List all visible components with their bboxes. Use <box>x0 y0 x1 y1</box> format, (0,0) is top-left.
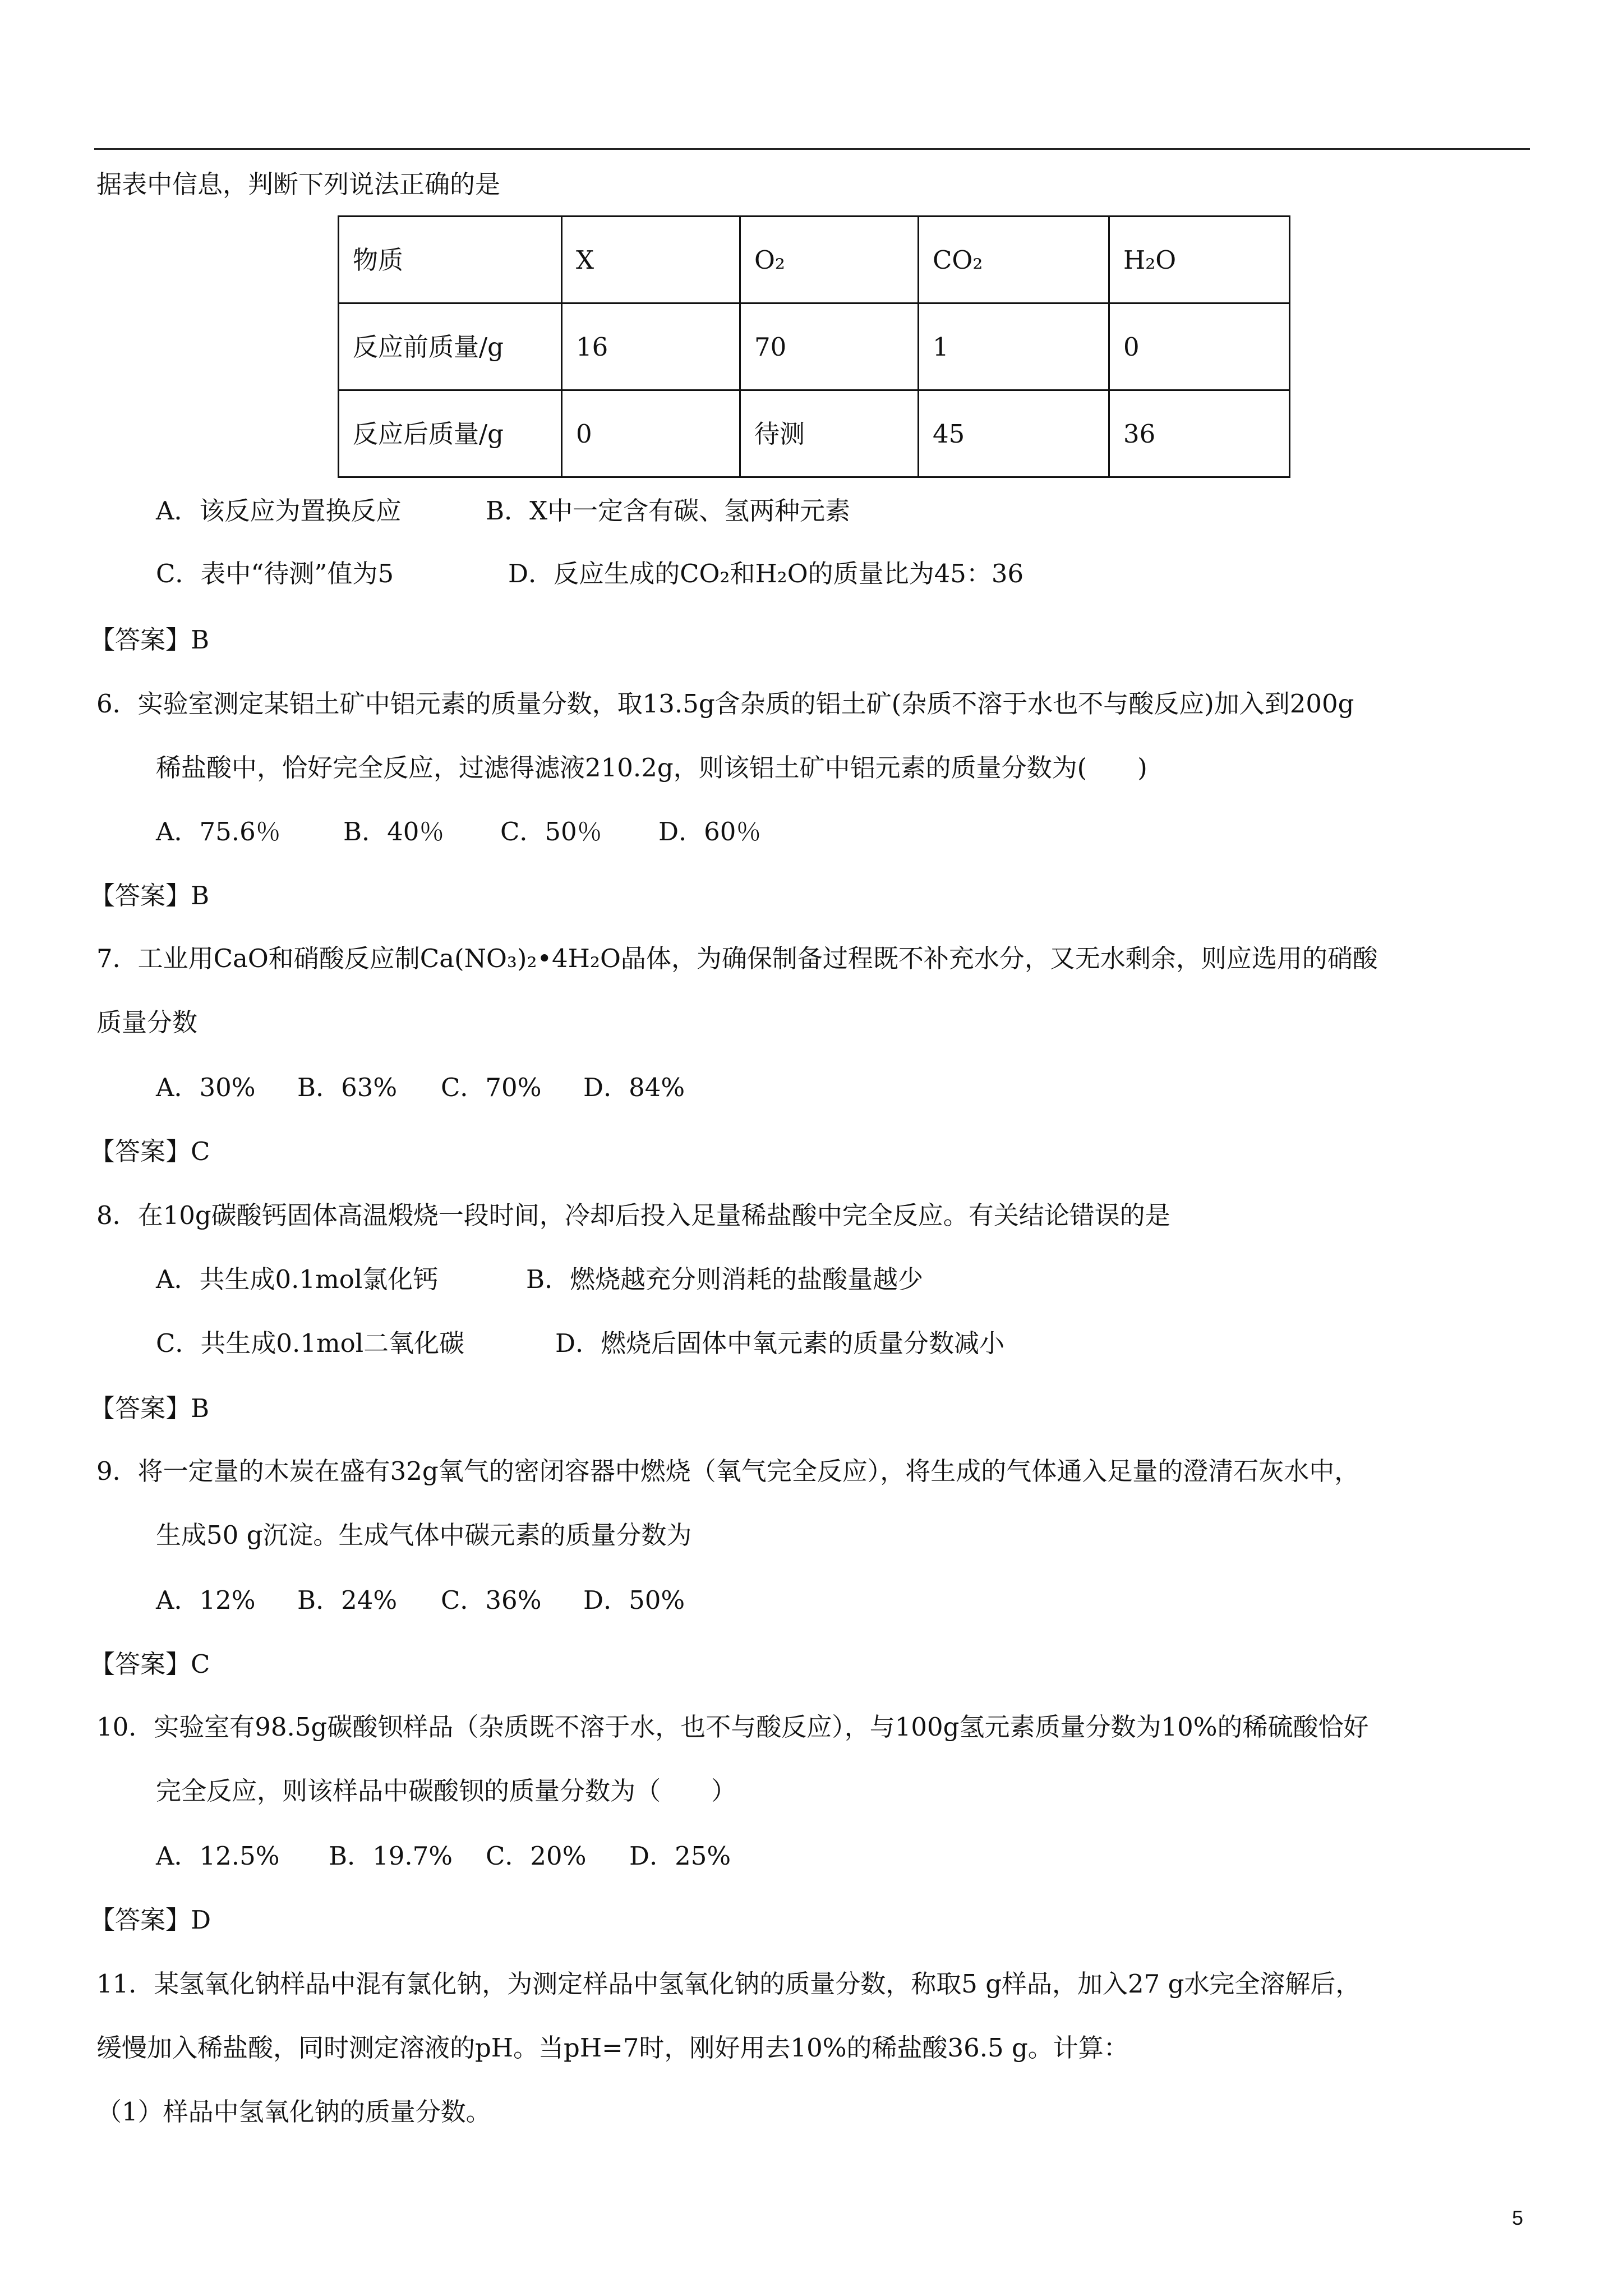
table-cell: 70 <box>740 303 919 390</box>
option-b: B．燃烧越充分则消耗的盐酸量越少 <box>526 1264 924 1294</box>
question-stem-continued: 稀盐酸中，恰好完全反应，过滤得滤液210.2g，则该铝土矿中铝元素的质量分数为( ) <box>156 753 1147 783</box>
table-cell: 36 <box>1109 390 1290 477</box>
table-row <box>339 303 1290 390</box>
option-a: A．75.6％ <box>156 817 281 846</box>
question-stem: 9．将一定量的木炭在盛有32g氧气的密闭容器中燃烧（氧气完全反应），将生成的气体通入足量的澄清石灰水中， <box>96 1456 1360 1486</box>
question-stem: 6．实验室测定某铝土矿中铝元素的质量分数，取13.5g含杂质的铝土矿(杂质不溶于水也不与酸反应)加入到200g <box>96 689 1354 719</box>
page-number: 5 <box>1512 2206 1524 2229</box>
table-header-row <box>339 217 1290 303</box>
option-c: C．表中“待测”值为5 <box>156 559 394 588</box>
answer-label: 【答案】B <box>90 1393 210 1423</box>
question-stem-continued: 完全反应，则该样品中碳酸钡的质量分数为（ ） <box>156 1776 737 1806</box>
table-cell: 0 <box>562 390 740 477</box>
option-c: C．70% <box>441 1073 542 1102</box>
sub-question: （1）样品中氢氧化钠的质量分数。 <box>96 2097 491 2127</box>
option-d: D．反应生成的CO₂和H₂O的质量比为45：36 <box>508 559 1024 588</box>
question-stem-continued: 缓慢加入稀盐酸，同时测定溶液的pH。当pH=7时，刚好用去10%的稀盐酸36.5 g。计算： <box>96 2033 1129 2063</box>
answer-label: 【答案】C <box>90 1649 210 1679</box>
option-d: D．50% <box>583 1585 685 1615</box>
option-b: B．24% <box>297 1585 398 1615</box>
option-a: A．该反应为置换反应 <box>156 496 402 526</box>
table-cell: X <box>562 217 740 303</box>
header-rule <box>94 148 1530 150</box>
option-c: C．36% <box>441 1585 542 1615</box>
answer-label: 【答案】D <box>90 1905 211 1935</box>
option-d: D．燃烧后固体中氧元素的质量分数减小 <box>555 1328 1005 1358</box>
option-b: B．63% <box>297 1073 398 1102</box>
option-d: D．25% <box>629 1841 731 1871</box>
option-a: A．12.5% <box>156 1841 280 1871</box>
option-d: D．60％ <box>658 817 762 846</box>
mass-table <box>338 215 1290 478</box>
table-cell: 物质 <box>339 217 562 303</box>
table-cell: 待测 <box>740 390 919 477</box>
option-a: A．共生成0.1mol氯化钙 <box>156 1264 439 1294</box>
option-a: A．12% <box>156 1585 256 1615</box>
table-cell: O₂ <box>740 217 919 303</box>
option-b: B．X中一定含有碳、氢两种元素 <box>486 496 851 526</box>
table-cell: CO₂ <box>919 217 1109 303</box>
option-c: C．20% <box>486 1841 587 1871</box>
option-c: C．共生成0.1mol二氧化碳 <box>156 1328 465 1358</box>
question-stem-continued: 生成50 g沉淀。生成气体中碳元素的质量分数为 <box>156 1520 692 1550</box>
answer-label: 【答案】B <box>90 625 210 655</box>
table-cell: 1 <box>919 303 1109 390</box>
option-c: C．50％ <box>500 817 602 846</box>
option-d: D．84% <box>583 1073 685 1102</box>
option-b: B．19.7% <box>329 1841 453 1871</box>
question-stem: 8．在10g碳酸钙固体高温煅烧一段时间，冷却后投入足量稀盐酸中完全反应。有关结论错误的是 <box>96 1200 1170 1230</box>
question-intro: 据表中信息，判断下列说法正确的是 <box>96 169 501 199</box>
table-cell: 反应前质量/g <box>339 303 562 390</box>
table-cell: 反应后质量/g <box>339 390 562 477</box>
question-stem: 7．工业用CaO和硝酸反应制Ca(NO₃)₂•4H₂O晶体，为确保制备过程既不补充水分，又无水剩余，则应选用的硝酸 <box>96 944 1378 973</box>
option-a: A．30% <box>156 1073 256 1102</box>
table-cell: H₂O <box>1109 217 1290 303</box>
option-b: B．40％ <box>343 817 445 846</box>
table-cell: 16 <box>562 303 740 390</box>
table-row <box>339 390 1290 477</box>
answer-label: 【答案】B <box>90 881 210 910</box>
question-stem-continued: 质量分数 <box>96 1007 198 1037</box>
table-cell: 0 <box>1109 303 1290 390</box>
answer-label: 【答案】C <box>90 1137 210 1166</box>
question-stem: 10．实验室有98.5g碳酸钡样品（杂质既不溶于水，也不与酸反应），与100g氢元素质量分数为10%的稀硫酸恰好 <box>96 1712 1369 1742</box>
question-stem: 11．某氢氧化钠样品中混有氯化钠，为测定样品中氢氧化钠的质量分数，称取5 g样品，加入27 g水完全溶解后， <box>96 1969 1361 1999</box>
table-cell: 45 <box>919 390 1109 477</box>
